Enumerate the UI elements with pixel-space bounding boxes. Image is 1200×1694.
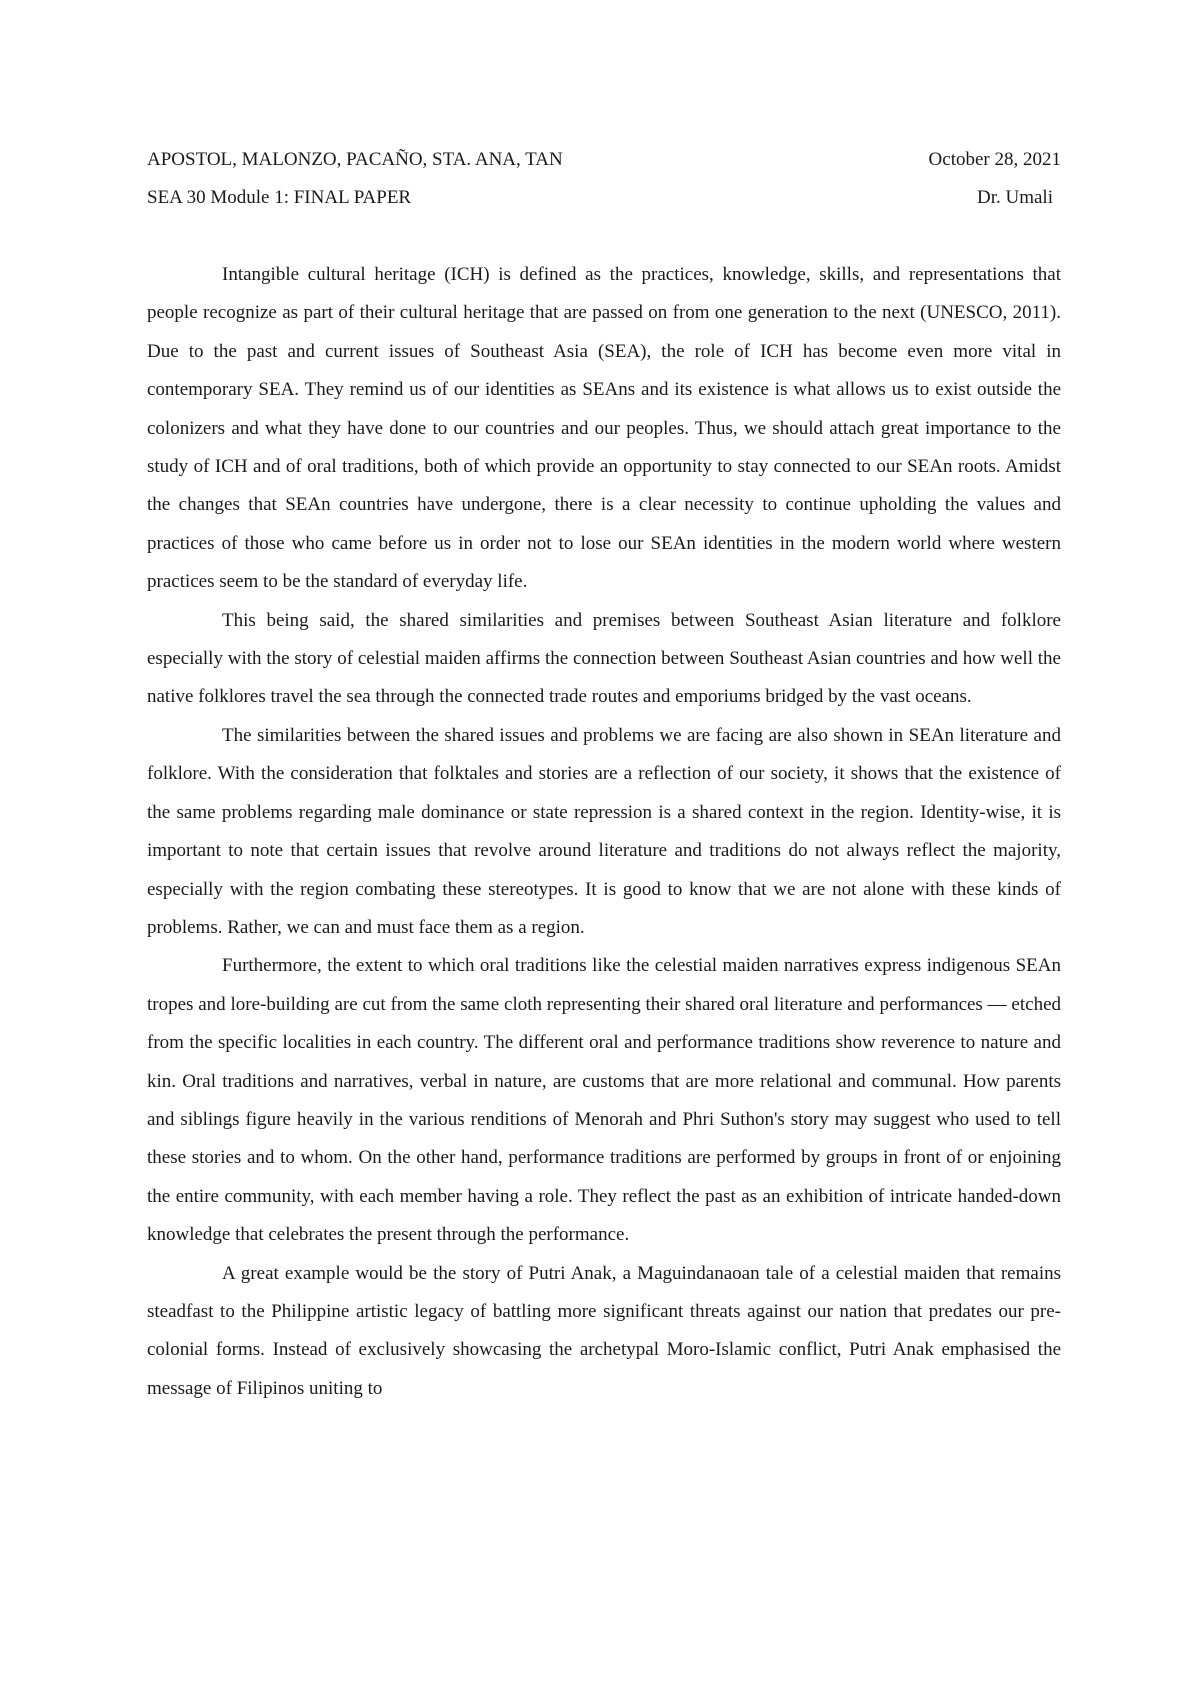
- paragraph-5: A great example would be the story of Putri Anak, a Maguindanaoan tale of a celestial maiden that remains steadfast to the Philippine artistic legacy of battling more significant threats against our nation that predates our pre-colonial forms. Instead of exclusively showcasing the archetypal Moro-Islamic conflict, Putri Anak emphasised the message of Filipinos uniting to: [147, 1262, 1061, 1399]
- paragraph-3: The similarities between the shared issues and problems we are facing are also shown in SEAn literature and folklore. With the consideration that folktales and stories are a reflection of our society, it shows that the existence of the same problems regarding male dominance or state repression is a shared context in the region. Identity-wise, it is important to note that certain issues that revolve around literature and traditions do not always reflect the majority, especially with the region combating these stereotypes. It is good to know that we are not alone with these kinds of problems. Rather, we can and must face them as a region.: [147, 724, 1061, 938]
- paragraph-1: Intangible cultural heritage (ICH) is defined as the practices, knowledge, skills, and representations that people recognize as part of their cultural heritage that are passed on from one generation to the next (UNESCO, 2011). Due to the past and current issues of Southeast Asia (SEA), the role of ICH has become even more vital in contemporary SEA. They remind us of our identities as SEAns and its existence is what allows us to exist outside the colonizers and what they have done to our countries and our peoples. Thus, we should attach great importance to the study of ICH and of oral traditions, both of which provide an opportunity to stay connected to our SEAn roots. Amidst the changes that SEAn countries have undergone, there is a clear necessity to continue upholding the values and practices of those who came before us in order not to lose our SEAn identities in the modern world where western practices seem to be the standard of everyday life.: [147, 264, 1061, 593]
- header-row-1: [147, 141, 1061, 179]
- paragraph-4: Furthermore, the extent to which oral traditions like the celestial maiden narratives express indigenous SEAn tropes and lore-building are cut from the same cloth representing their shared oral literature and performances — etched from the specific localities in each country. The different oral and performance traditions show reverence to nature and kin. Oral traditions and narratives, verbal in nature, are customs that are more relational and communal. How parents and siblings figure heavily in the various renditions of Menorah and Phri Suthon's story may suggest who used to tell these stories and to whom. On the other hand, performance traditions are performed by groups in front of or enjoining the entire community, with each member having a role. They reflect the past as an exhibition of intricate handed-down knowledge that celebrates the present through the performance.: [147, 955, 1061, 1246]
- date-line: October 28, 2021: [928, 149, 1061, 170]
- instructor-line: Dr. Umali: [977, 187, 1053, 208]
- paragraph-2: This being said, the shared similarities and premises between Southeast Asian literature and folklore especially with the story of celestial maiden affirms the connection between Southeast Asian countries and how well the native folklores travel the sea through the connected trade routes and emporiums bridged by the vast oceans.: [147, 609, 1061, 708]
- header-row-2: [147, 179, 1061, 217]
- authors-line: APOSTOL, MALONZO, PACAÑO, STA. ANA, TAN: [147, 149, 563, 170]
- document-header: [147, 141, 1061, 217]
- course-line: SEA 30 Module 1: FINAL PAPER: [147, 187, 412, 208]
- document-body: [147, 256, 1061, 1408]
